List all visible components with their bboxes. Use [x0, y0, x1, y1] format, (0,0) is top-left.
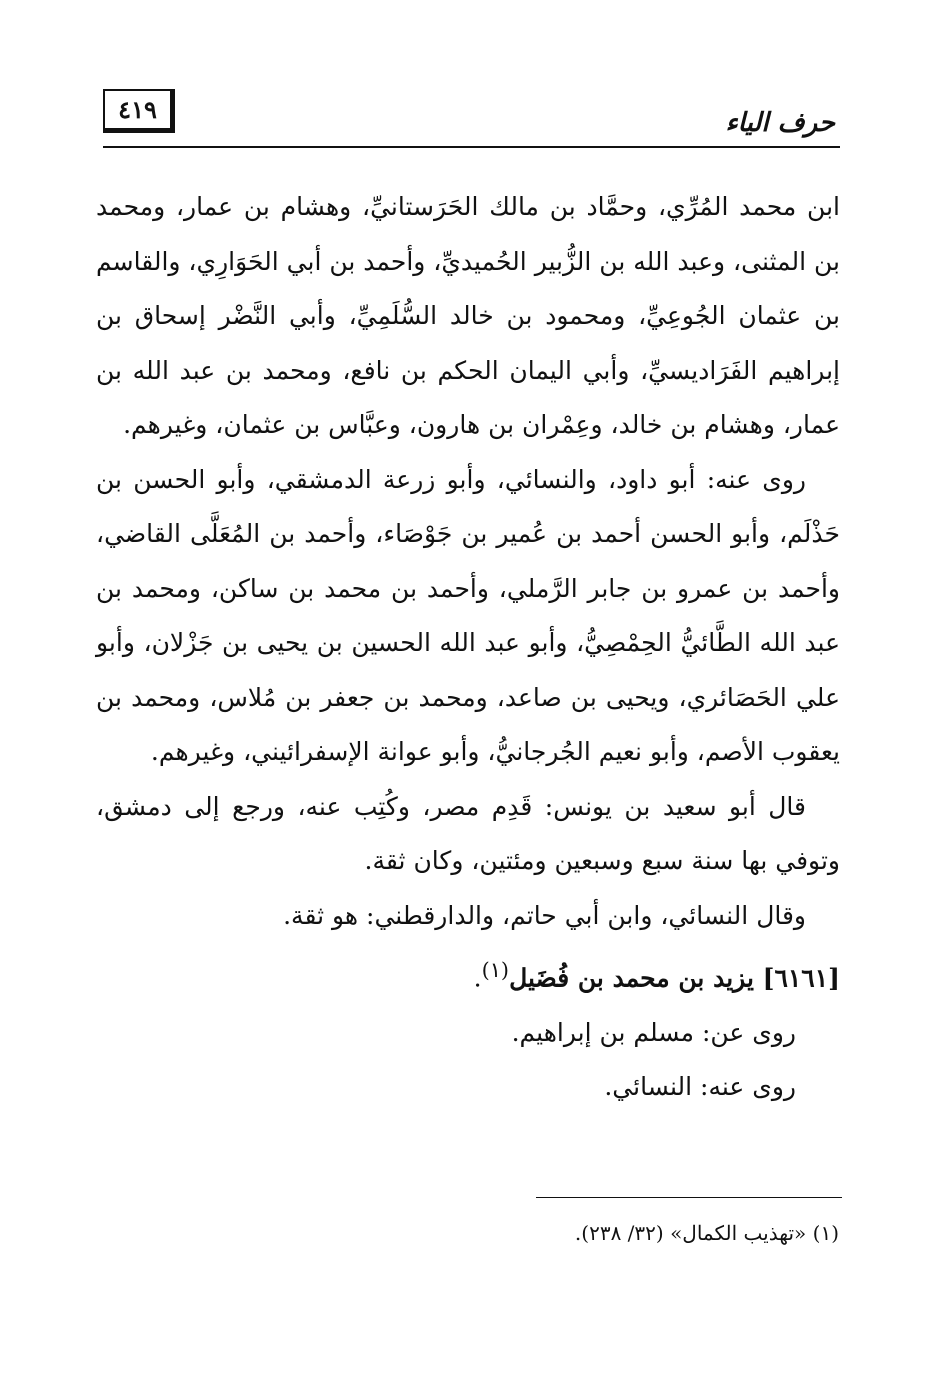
- paragraph-ibn-yunus: قال أبو سعيد بن يونس: قَدِم مصر، وكُتِب عنه، ورجع إلى دمشق، وتوفي بها سنة سبع وسبعين ومئتين، وكان ثقة.: [96, 791, 840, 875]
- paragraph-narrated-by: روى عنه: النسائي.: [604, 1072, 796, 1102]
- footnote-rule: [536, 1197, 842, 1198]
- entry-end: .: [473, 963, 482, 993]
- footnote-ref: (١): [481, 958, 510, 982]
- paragraph-teachers: ابن محمد المُرِّي، وحمَّاد بن مالك الحَرَستانيِّ، وهشام بن عمار، ومحمد بن المثنى، وعبد الله بن الزُّبير الحُميديِّ، وأحمد بن أبي الحَوَارِي، والقاسم بن عثمان الجُوعِيِّ، ومحمود بن خالد السُّلَمِيِّ، وأبي النَّضْر إسحاق بن إبراهيم الفَرَاديسيِّ، وأبي اليمان الحكم بن نافع، ومحمد بن عبد الله بن عمار، وهشام بن خالد، وعِمْران بن هارون، وعبَّاس بن عثمان، وغيرهم.: [96, 192, 840, 439]
- paragraph-grading: وقال النسائي، وابن أبي حاتم، والدارقطني: هو ثقة.: [283, 900, 806, 930]
- running-header: حرف الياء: [725, 108, 835, 138]
- paragraph-students: روى عنه: أبو داود، والنسائي، وأبو زرعة الدمشقي، وأبو الحسن بن حَذْلَم، وأبو الحسن أحمد بن عُمير بن جَوْصَاء، وأحمد بن المُعَلَّى القاضي، وأحمد بن عمرو بن جابر الرَّملي، وأحمد بن محمد بن ساكن، ومحمد بن عبد الله الطَّائيُّ الحِمْصِيُّ، وأبو عبد الله الحسين بن يحيى بن جَزْلان، وأبو علي الحَصَائري، ويحيى بن صاعد، ومحمد بن جعفر بن مُلاس، ومحمد بن يعقوب الأصم، وأبو نعيم الجُرجانيُّ، وأبو عوانة الإسفرائيني، وغيرهم.: [96, 464, 840, 766]
- paragraph-narrated-from: روى عن: مسلم بن إبراهيم.: [511, 1017, 796, 1047]
- footnote-1: (١) «تهذيب الكمال» (٣٢/ ٢٣٨).: [574, 1221, 839, 1245]
- entry-heading: [96, 943, 840, 1006]
- page-number: ٤١٩: [103, 89, 175, 133]
- entry-title: [٦١٦١] يزيد بن محمد بن فُضَيل: [509, 963, 840, 993]
- header-rule: [103, 146, 840, 148]
- body-text: [96, 180, 840, 1115]
